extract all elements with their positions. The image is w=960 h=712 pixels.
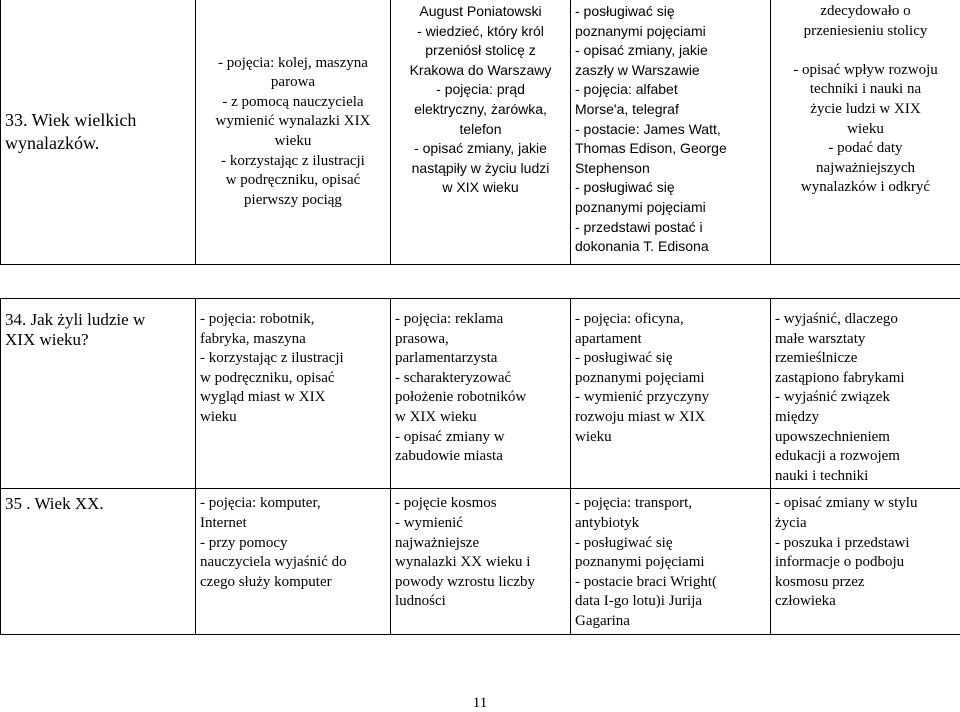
cell-text-line: wynalazków. [5, 132, 191, 155]
cell-text-line: - wymienić [395, 514, 566, 534]
cell-text-line: - posługiwać się [575, 349, 766, 369]
cell-text-line: przeniesieniu stolicy [775, 22, 956, 42]
cell-text-line: rozwoju miast w XIX [575, 408, 766, 428]
cell-text-line: edukacji a rozwojem [775, 447, 956, 467]
requirements-basic-plus-cell [391, 299, 571, 489]
cell-text-line: - przy pomocy [200, 534, 386, 554]
page-number: 11 [0, 694, 960, 712]
cell-text-line: - pojęcia: reklama [395, 310, 566, 330]
requirements-extended-cell [571, 489, 771, 634]
cell-text-line: August Poniatowski [395, 2, 566, 22]
cell-text-line: małe warsztaty [775, 330, 956, 350]
cell-text-line: - posługiwać się [575, 178, 766, 198]
cell-text-line: najważniejszych [775, 159, 956, 179]
cell-text-line: nauki i techniki [775, 467, 956, 487]
cell-lines [775, 302, 956, 486]
cell-text-line: życia [775, 514, 956, 534]
requirements-extended-cell [571, 0, 771, 265]
cell-text-line: poznanymi pojęciami [575, 198, 766, 218]
cell-text-line: - postacie: James Watt, [575, 120, 766, 140]
table-row [1, 0, 960, 265]
cell-text-line: - posługiwać się [575, 2, 766, 22]
cell-text-line: upowszechnieniem [775, 428, 956, 448]
cell-text-line: data I-go lotu)i Jurija [575, 592, 766, 612]
requirements-basic-cell [196, 0, 391, 265]
cell-text-line: wynalazki XX wieku i [395, 553, 566, 573]
cell-lines [575, 492, 766, 631]
requirements-full-cell [771, 0, 960, 265]
cell-lines [200, 492, 386, 592]
cell-text-line [775, 41, 956, 61]
cell-text-line: 34. Jak żyli ludzie w [5, 310, 191, 330]
cell-text-line: - podać daty [775, 139, 956, 159]
cell-lines [575, 2, 766, 257]
cell-text-line: wieku [200, 408, 386, 428]
cell-text-line: 33. Wiek wielkich [5, 109, 191, 132]
table-row [1, 489, 960, 634]
cell-text-line: - pojęcia: kolej, maszyna [200, 54, 386, 74]
cell-text-line: - z pomocą nauczyciela [200, 93, 386, 113]
lesson-title-cell [1, 299, 196, 489]
requirements-full-cell [771, 299, 960, 489]
cell-text-line: ludności [395, 592, 566, 612]
cell-text-line: wygląd miast w XIX [200, 388, 386, 408]
cell-text-line: - pojęcia: komputer, [200, 494, 386, 514]
cell-lines [775, 2, 956, 198]
cell-text-line: - pojęcia: transport, [575, 494, 766, 514]
cell-text-line: w podręczniku, opisać [200, 369, 386, 389]
requirements-basic-cell [196, 489, 391, 634]
cell-text-line: Thomas Edison, George [575, 139, 766, 159]
requirements-basic-plus-cell [391, 489, 571, 634]
cell-text-line: - przedstawi postać i [575, 218, 766, 238]
cell-text-line: antybiotyk [575, 514, 766, 534]
cell-text-line: XIX wieku? [5, 330, 191, 350]
cell-text-line: - pojęcia: oficyna, [575, 310, 766, 330]
cell-text-line: czego służy komputer [200, 573, 386, 593]
cell-text-line: - wymienić przyczyny [575, 388, 766, 408]
cell-text-line: między [775, 408, 956, 428]
curriculum-table-bottom [0, 298, 960, 635]
cell-text-line: poznanymi pojęciami [575, 553, 766, 573]
cell-text-line: przeniósł stolicę z [395, 41, 566, 61]
cell-text-line: najważniejsze [395, 534, 566, 554]
cell-lines [395, 492, 566, 612]
cell-text-line: wieku [575, 428, 766, 448]
cell-text-line: wynalazków i odkryć [775, 178, 956, 198]
cell-text-line: Morse'a, telegraf [575, 100, 766, 120]
cell-text-line: - korzystając z ilustracji [200, 152, 386, 172]
cell-text-line: Krakowa do Warszawy [395, 61, 566, 81]
cell-text-line: - scharakteryzować [395, 369, 566, 389]
cell-text-line: człowieka [775, 592, 956, 612]
cell-text-line: - wiedzieć, który król [395, 22, 566, 42]
table-row [1, 299, 960, 489]
cell-text-line: Internet [200, 514, 386, 534]
cell-text-line: wieku [200, 132, 386, 152]
cell-text-line: - posługiwać się [575, 534, 766, 554]
cell-text-line: pierwszy pociąg [200, 191, 386, 211]
cell-text-line: - opisać zmiany, jakie [575, 41, 766, 61]
cell-text-line: zabudowie miasta [395, 447, 566, 467]
cell-text-line: w podręczniku, opisać [200, 171, 386, 191]
cell-text-line: kosmosu przez [775, 573, 956, 593]
cell-text-line: - wyjaśnić, dlaczego [775, 310, 956, 330]
cell-text-line: techniki i nauki na [775, 80, 956, 100]
cell-text-line: - wyjaśnić związek [775, 388, 956, 408]
requirements-basic-cell [196, 299, 391, 489]
cell-text-line: zastąpiono fabrykami [775, 369, 956, 389]
cell-lines [775, 492, 956, 612]
cell-text-line: położenie robotników [395, 388, 566, 408]
cell-text-line: parlamentarzysta [395, 349, 566, 369]
cell-text-line: telefon [395, 120, 566, 140]
cell-lines [575, 302, 766, 447]
requirements-extended-cell [571, 299, 771, 489]
cell-text-line: w XIX wieku [395, 408, 566, 428]
cell-text-line: poznanymi pojęciami [575, 22, 766, 42]
requirements-full-cell [771, 489, 960, 634]
cell-text-line: Stephenson [575, 159, 766, 179]
cell-text-line: życie ludzi w XIX [775, 100, 956, 120]
cell-text-line: rzemieślnicze [775, 349, 956, 369]
lesson-title-cell [1, 489, 196, 634]
requirements-basic-plus-cell [391, 0, 571, 265]
cell-text-line: - pojęcie kosmos [395, 494, 566, 514]
cell-text-line: prasowa, [395, 330, 566, 350]
cell-text-line: zdecydowało o [775, 2, 956, 22]
cell-text-line: powody wzrostu liczby [395, 573, 566, 593]
cell-text-line: poznanymi pojęciami [575, 369, 766, 389]
cell-text-line: - opisać zmiany w stylu [775, 494, 956, 514]
cell-lines [200, 54, 386, 211]
cell-text-line: - korzystając z ilustracji [200, 349, 386, 369]
cell-text-line: fabryka, maszyna [200, 330, 386, 350]
cell-text-line: elektryczny, żarówka, [395, 100, 566, 120]
cell-text-line: - pojęcia: robotnik, [200, 310, 386, 330]
cell-text-line: - opisać wpływ rozwoju [775, 61, 956, 81]
curriculum-table-top [0, 0, 960, 265]
cell-text-line: apartament [575, 330, 766, 350]
cell-text-line: zaszły w Warszawie [575, 61, 766, 81]
cell-text-line: - pojęcia: alfabet [575, 80, 766, 100]
cell-text-line: 35 . Wiek XX. [5, 494, 191, 514]
cell-text-line: dokonania T. Edisona [575, 237, 766, 257]
cell-text-line: - postacie braci Wright( [575, 573, 766, 593]
cell-text-line: wymienić wynalazki XIX [200, 112, 386, 132]
lesson-title-cell [1, 0, 196, 265]
cell-lines [5, 109, 191, 155]
cell-text-line: w XIX wieku [395, 178, 566, 198]
cell-text-line: Gagarina [575, 612, 766, 632]
cell-text-line: - poszuka i przedstawi [775, 534, 956, 554]
cell-lines [395, 302, 566, 467]
cell-text-line: - opisać zmiany, jakie [395, 139, 566, 159]
cell-lines [200, 302, 386, 428]
cell-lines [395, 2, 566, 198]
cell-lines [5, 302, 191, 350]
cell-text-line: nauczyciela wyjaśnić do [200, 553, 386, 573]
cell-lines [5, 492, 191, 514]
cell-text-line: parowa [200, 73, 386, 93]
cell-text-line: informacje o podboju [775, 553, 956, 573]
cell-text-line: - pojęcia: prąd [395, 80, 566, 100]
cell-text-line: nastąpiły w życiu ludzi [395, 159, 566, 179]
cell-text-line: - opisać zmiany w [395, 428, 566, 448]
cell-text-line: wieku [775, 120, 956, 140]
